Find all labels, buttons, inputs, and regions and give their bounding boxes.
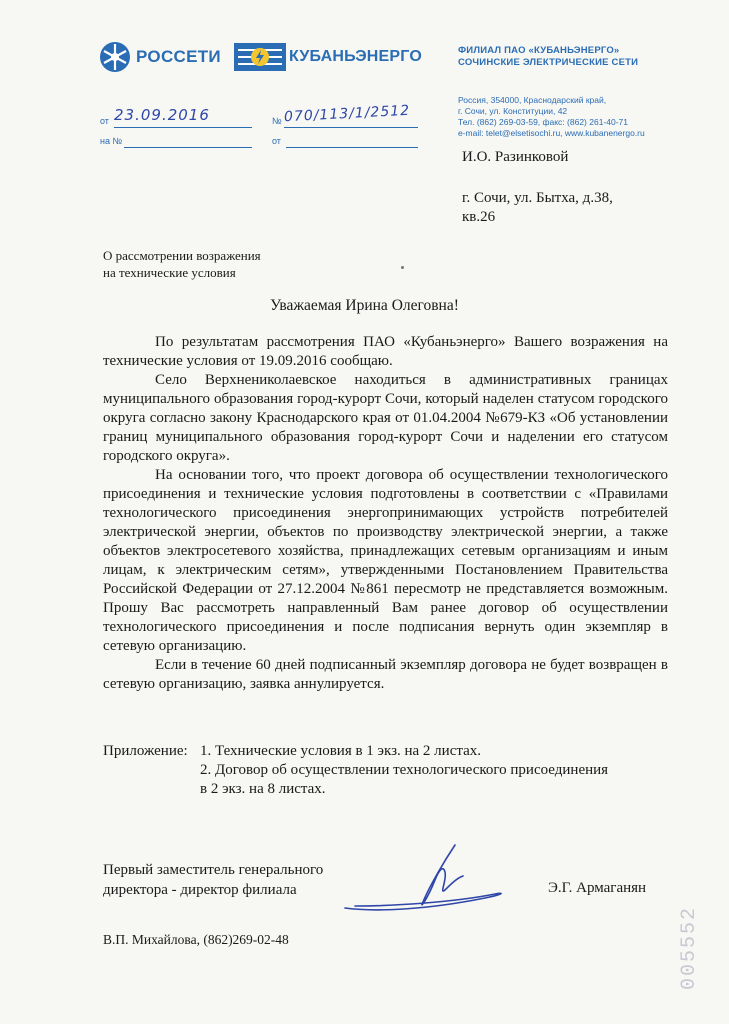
branch-address — [458, 95, 645, 139]
addressee-address-line-1: г. Сочи, ул. Бытха, д.38, — [462, 190, 613, 206]
ref-number-label: на № — [100, 136, 123, 146]
body-paragraph: Если в течение 60 дней подписанный экземпляр договора не будет возвращен в сетевую организацию, заявка аннулируется. — [103, 657, 668, 692]
signatory-position — [103, 860, 323, 900]
appendix-item-2-line-2: в 2 экз. на 8 листах. — [200, 781, 326, 797]
signer-name: Э.Г. Армаганян — [548, 880, 647, 896]
subject-line-1: О рассмотрении возражения — [103, 248, 261, 263]
rosseti-wordmark: РОССЕТИ — [136, 47, 221, 66]
addressee-name: И.О. Разинковой — [462, 149, 569, 165]
address-line: г. Сочи, ул. Конституции, 42 — [458, 106, 568, 116]
branch-line-2: СОЧИНСКИЕ ЭЛЕКТРИЧЕСКИЕ СЕТИ — [458, 57, 639, 68]
date-handwritten: 23.09.2016 — [114, 106, 210, 124]
letter-subject — [103, 247, 261, 281]
branch-line-1: ФИЛИАЛ ПАО «КУБАНЬЭНЕРГО» — [458, 45, 620, 56]
executor-contact: В.П. Михайлова, (862)269-02-48 — [103, 932, 289, 947]
addressee-address-line-2: кв.26 — [462, 209, 496, 225]
body-paragraph: На основании того, что проект договора об осуществлении технологического присоединения и технические условия подготовлены в соответствии с «Правилами технологического присоединения энергопринимающих устройств потребителей электрической энергии, объектов по производству электрической энергии, а также объектов электросетевого хозяйства, принадлежащих сетевым организациям и иным лицам, к электрическим сетям», утвержденными Постановлением Правительства Российской Федерации от 27.12.2004 №861 пересмотр не представляется возможным. Прошу Вас рассмотреть направленный Вам ранее договор об осуществлении технологического присоединения и после подписания вернуть один экземпляр в сетевую организацию. — [103, 467, 668, 654]
greeting: Уважаемая Ирина Олеговна! — [270, 297, 459, 314]
kubanenergo-emblem-icon — [234, 42, 286, 72]
ref-date-label: от — [272, 136, 281, 146]
body-paragraph: Село Верхнениколаевское находиться в административных границах муниципального образования город-курорт Сочи, который наделен статусом городского округа согласно закону Краснодарского края от 01.04.2004 №679-КЗ «Об установлении границ муниципального образования город-курорт Сочи и наделении его статусом городского округа». — [103, 372, 668, 464]
rosseti-logo — [98, 40, 221, 74]
subject-line-2: на технические условия — [103, 265, 236, 280]
date-label: от — [100, 116, 109, 126]
scan-speck — [401, 266, 404, 269]
body-paragraph: По результатам рассмотрения ПАО «Кубаньэнерго» Вашего возражения на технические условия от 19.09.2016 сообщаю. — [103, 334, 668, 369]
appendix-label: Приложение: — [103, 743, 188, 759]
address-line: Тел. (862) 269-03-59, факс: (862) 261-40-71 — [458, 117, 628, 127]
appendix-item-1: 1. Технические условия в 1 экз. на 2 листах. — [200, 743, 482, 759]
number-handwritten: 070/113/1/2512 — [283, 102, 411, 126]
address-line: Россия, 354000, Краснодарский край, — [458, 95, 607, 105]
number-label: № — [272, 116, 282, 126]
branch-name — [458, 45, 638, 69]
addressee-block — [462, 148, 613, 227]
address-line: e-mail: telet@elsetisochi.ru, www.kubanenergo.ru — [458, 128, 645, 138]
kubanenergo-wordmark: КУБАНЬЭНЕРГО — [289, 48, 422, 65]
position-line-1: Первый заместитель генерального — [103, 862, 324, 878]
appendix-item-2-line-1: 2. Договор об осуществлении технологического присоединения — [200, 762, 609, 778]
letter-body — [103, 333, 668, 694]
appendix-block — [103, 742, 678, 799]
handwritten-signature — [335, 840, 515, 920]
position-line-2: директора - директор филиала — [103, 882, 297, 898]
kubanenergo-logo — [234, 42, 422, 72]
rosseti-emblem-icon — [98, 40, 132, 74]
stamp-number: 005552 — [678, 905, 701, 990]
